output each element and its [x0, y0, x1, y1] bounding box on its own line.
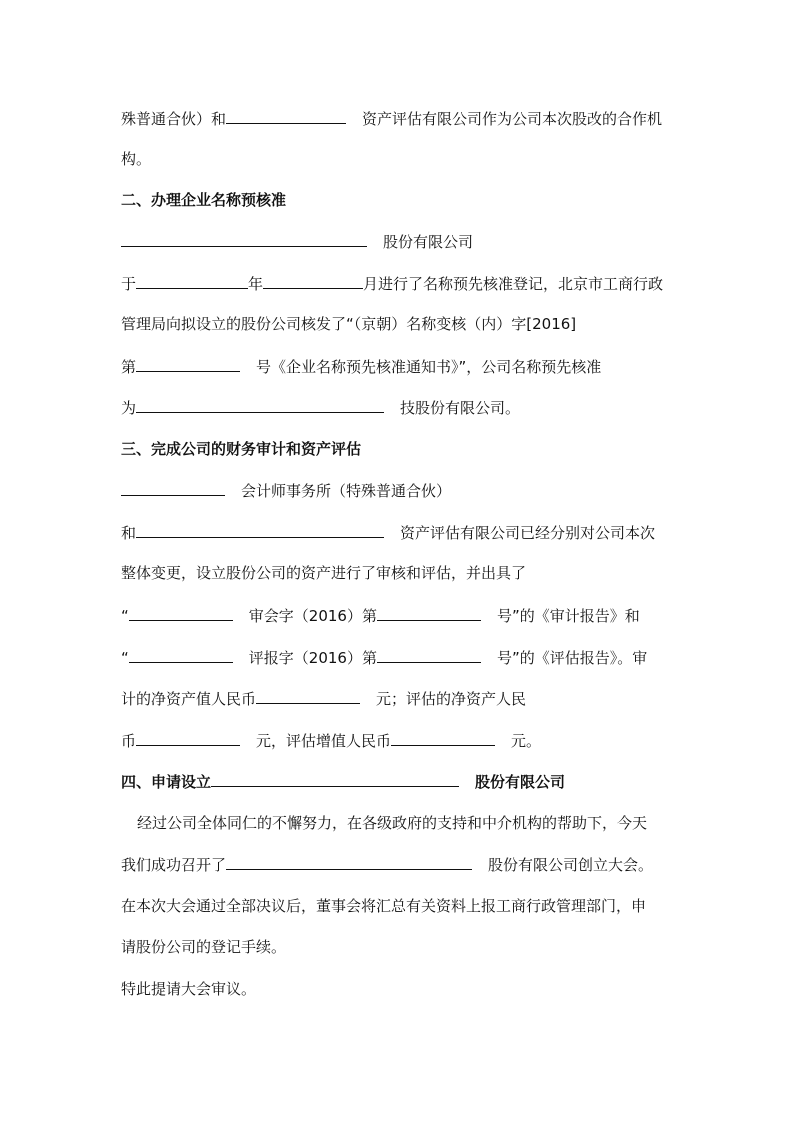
fill-in-blank — [226, 108, 346, 124]
text-run: 审会字（2016）第 — [248, 607, 377, 625]
text-run: 在本次大会通过全部决议后，董事会将汇总有关资料上报工商行政管理部门，申 — [121, 897, 647, 915]
text-run: 和 — [121, 524, 137, 542]
paragraph-line — [121, 356, 601, 376]
text-run: 管理局向拟设立的股份公司核发了“（京朝）名称变核（内）字[2016] — [121, 315, 577, 333]
section-heading-2: 二、办理企业名称预核准 — [121, 191, 287, 209]
text-run: 计的净资产值人民币 — [121, 690, 257, 708]
text-run: 股份有限公司创立大会。 — [488, 856, 654, 874]
fill-in-blank — [136, 273, 248, 289]
text-run: 为 — [121, 399, 137, 417]
paragraph-line — [121, 108, 662, 128]
fill-in-blank — [121, 231, 367, 247]
paragraph-line — [121, 979, 256, 999]
text-run: 四、申请设立 — [121, 773, 212, 791]
text-run: 技股份有限公司。 — [400, 399, 521, 417]
text-run: 币 — [121, 732, 137, 750]
paragraph-line — [121, 647, 647, 667]
text-run: 元。 — [511, 732, 542, 750]
paragraph-line — [121, 605, 640, 625]
paragraph-line — [121, 854, 653, 874]
text-run: “ — [121, 649, 129, 667]
text-run: 股份有限公司 — [383, 233, 474, 251]
fill-in-blank — [136, 522, 384, 538]
text-run: 元；评估的净资产人民 — [376, 690, 527, 708]
paragraph-line — [121, 896, 646, 916]
text-run: 殊普通合伙）和 — [121, 110, 227, 128]
paragraph-line — [121, 937, 286, 957]
paragraph-line — [137, 813, 647, 833]
paragraph-line — [121, 563, 526, 583]
text-run: 评报字（2016）第 — [248, 649, 377, 667]
fill-in-blank — [377, 647, 481, 663]
paragraph-line — [121, 149, 151, 169]
text-run: 月进行了名称预先核准登记，北京市工商行政 — [363, 275, 664, 293]
text-run: 特此提请大会审议。 — [121, 980, 257, 998]
text-run: 资产评估有限公司作为公司本次股改的合作机 — [362, 110, 663, 128]
section-heading-3: 三、完成公司的财务审计和资产评估 — [121, 440, 362, 458]
paragraph-line — [121, 314, 576, 334]
text-run: 第 — [121, 358, 137, 376]
fill-in-blank — [211, 771, 459, 787]
fill-in-blank — [136, 356, 240, 372]
paragraph-line — [121, 397, 520, 417]
paragraph-line — [121, 522, 655, 542]
fill-in-blank — [226, 854, 472, 870]
paragraph-line — [121, 231, 473, 251]
text-run: 股份有限公司 — [475, 773, 566, 791]
fill-in-blank — [121, 480, 225, 496]
text-run: 元，评估增值人民币 — [256, 732, 392, 750]
paragraph-line — [121, 480, 451, 500]
text-run: 会计师事务所（特殊普通合伙） — [241, 482, 452, 500]
text-run: 经过公司全体同仁的不懈努力，在各级政府的支持和中介机构的帮助下，今天 — [137, 814, 648, 832]
text-run: 我们成功召开了 — [121, 856, 227, 874]
text-run: “ — [121, 607, 129, 625]
text-run: 号《企业名称预先核准通知书》”，公司名称预先核准 — [256, 358, 602, 376]
fill-in-blank — [256, 688, 360, 704]
fill-in-blank — [391, 730, 495, 746]
paragraph-line — [121, 688, 526, 708]
fill-in-blank — [377, 605, 481, 621]
fill-in-blank — [129, 647, 233, 663]
text-run: 资产评估有限公司已经分别对公司本次 — [400, 524, 656, 542]
text-run: 号”的《评估报告》。审 — [496, 649, 648, 667]
fill-in-blank — [129, 605, 233, 621]
paragraph-line — [121, 730, 541, 750]
text-run: 号”的《审计报告》和 — [496, 607, 640, 625]
fill-in-blank — [136, 397, 384, 413]
text-run: 于 — [121, 275, 137, 293]
fill-in-blank — [136, 730, 240, 746]
text-run: 整体变更，设立股份公司的资产进行了审核和评估，并出具了 — [121, 564, 527, 582]
paragraph-line — [121, 273, 663, 293]
text-run: 请股份公司的登记手续。 — [121, 938, 287, 956]
text-run: 构。 — [121, 150, 152, 168]
fill-in-blank — [263, 273, 363, 289]
section-heading-4 — [121, 771, 565, 791]
text-run: 年 — [248, 275, 264, 293]
